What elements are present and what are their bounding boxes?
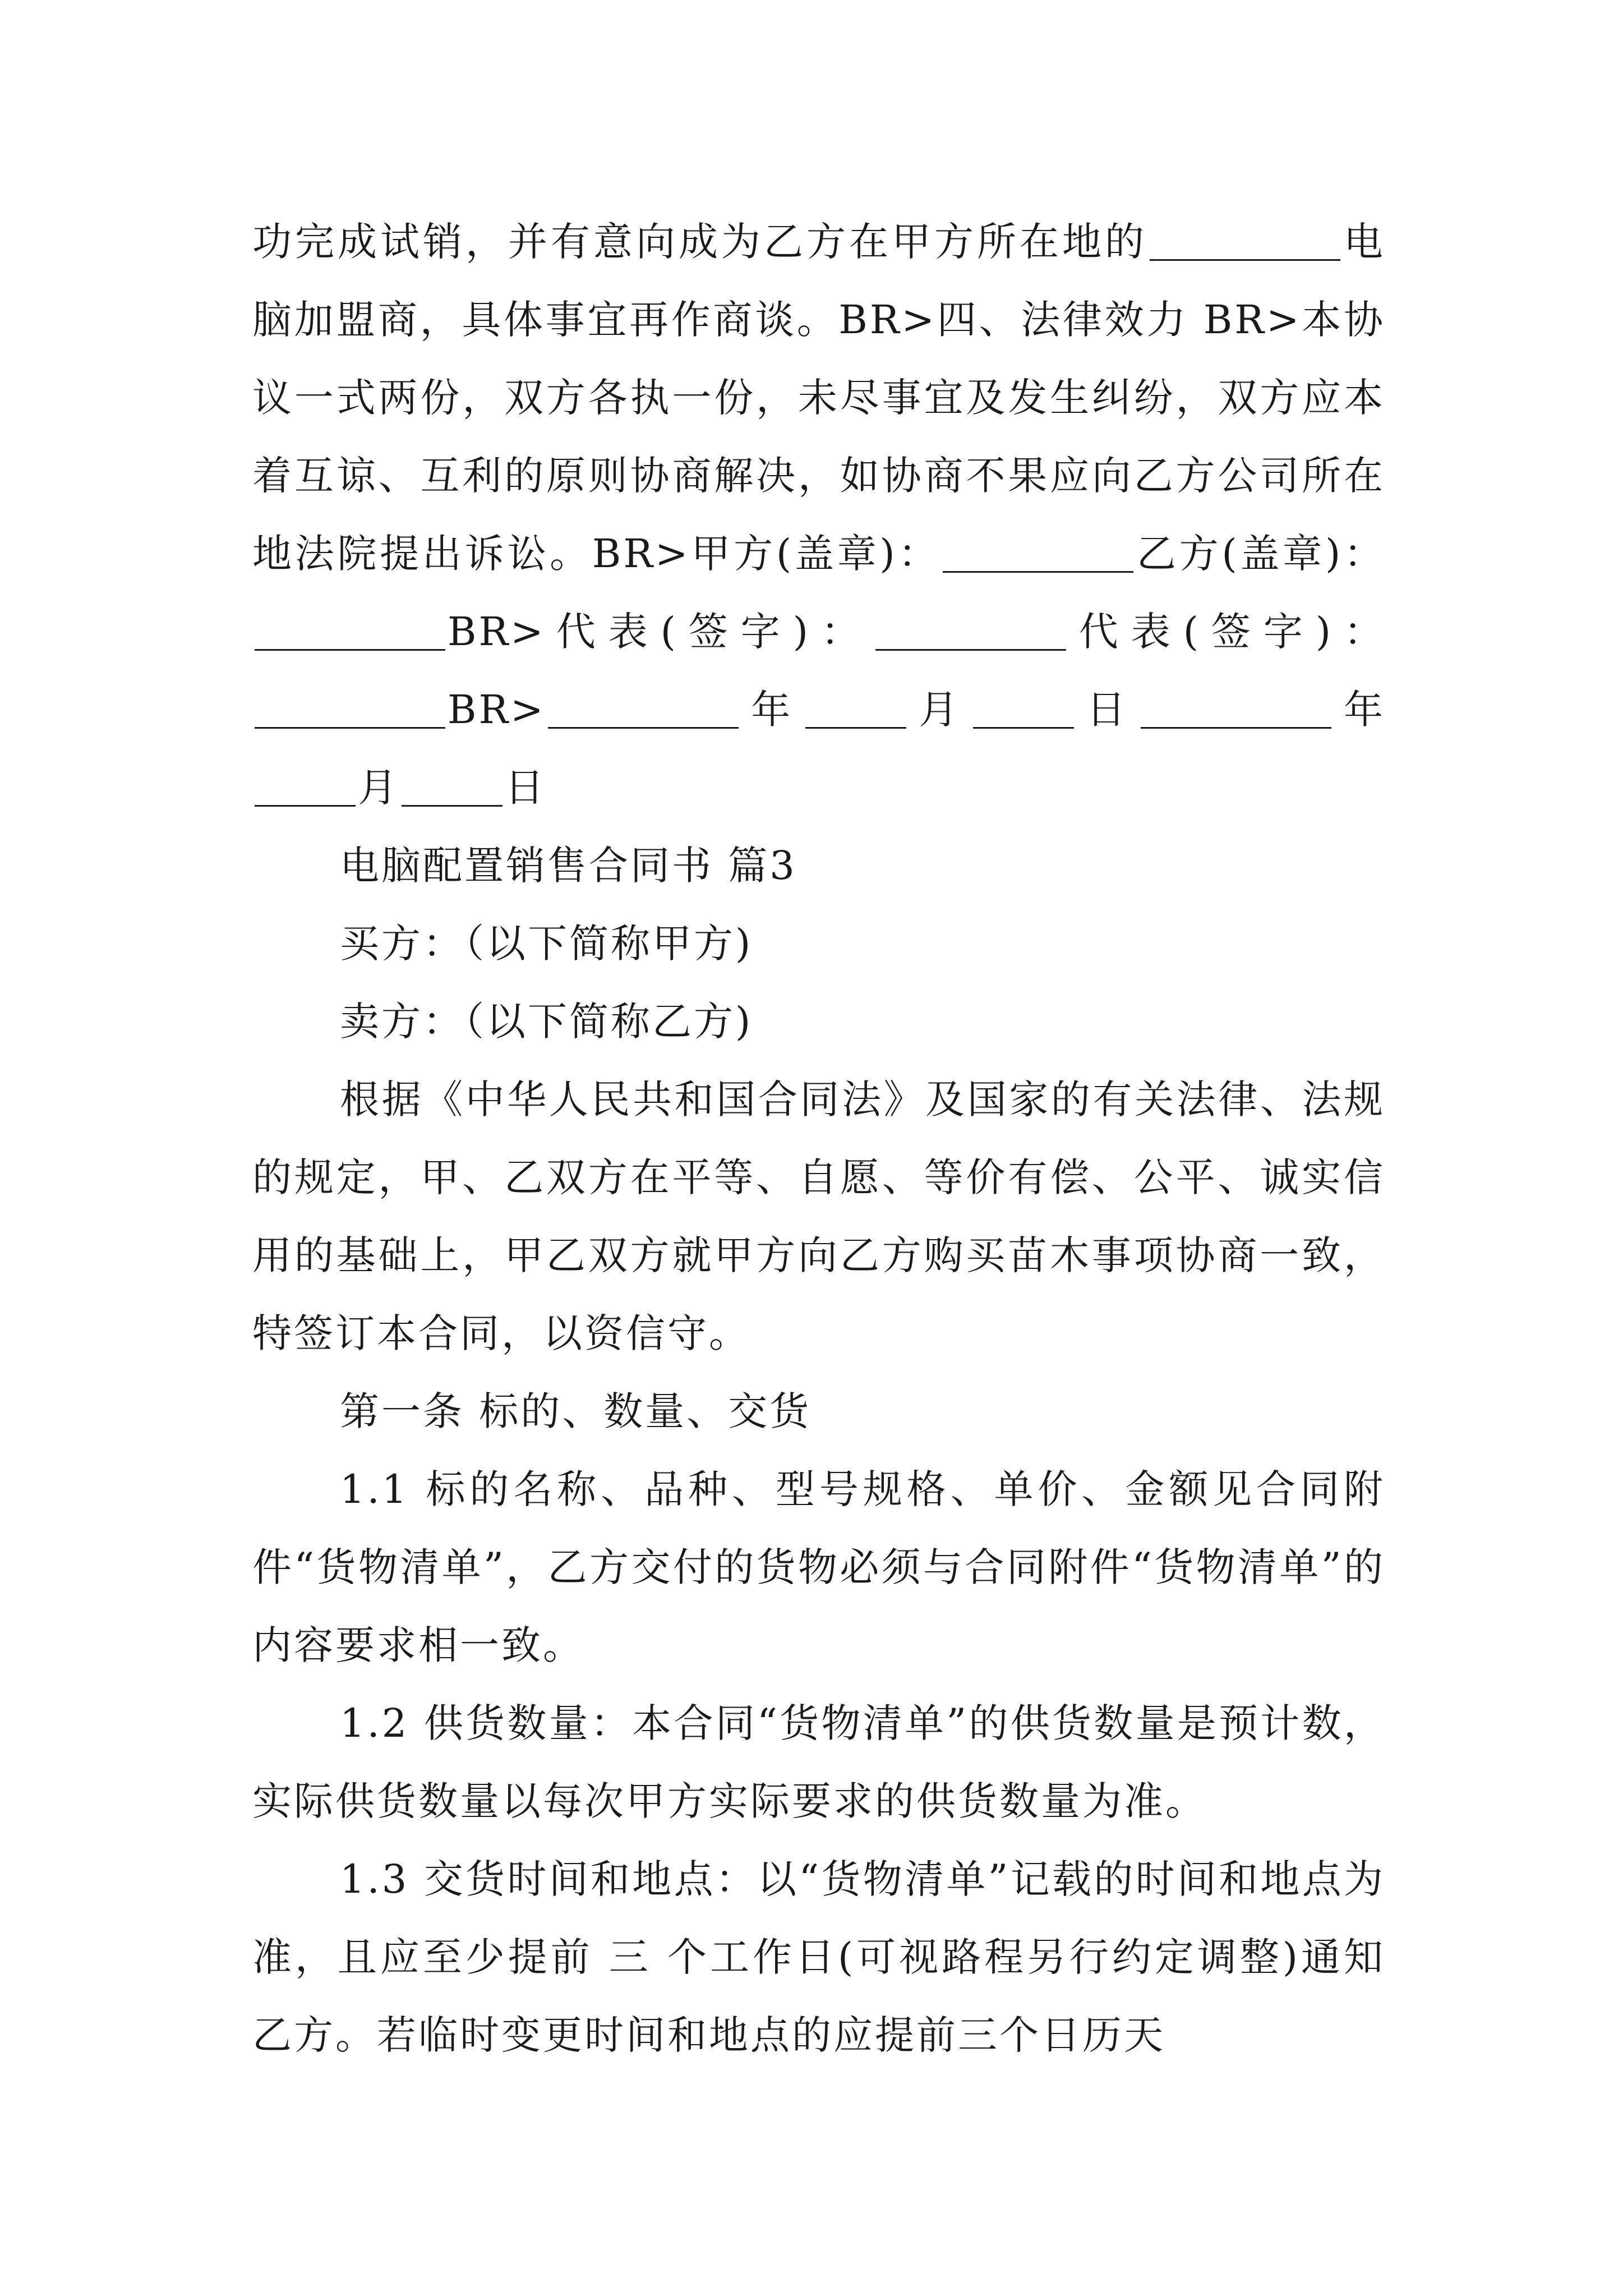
preamble-paragraph: 根据《中华人民共和国合同法》及国家的有关法律、法规的规定，甲、乙双方在平等、自愿、等价有偿、公平、诚实信用的基础上，甲乙双方就甲方向乙方购买苗木事项协商一致，特签订本合同，以资信守。 <box>252 1076 1385 1356</box>
blank-line <box>255 610 445 651</box>
blank-line <box>805 688 906 729</box>
year-label: 年 <box>740 687 803 733</box>
document-page <box>252 203 1385 2074</box>
day-label: 日 <box>1076 687 1138 733</box>
continuation-text-5: 代表(签字)： <box>1068 609 1385 655</box>
buyer-line: 买方：（以下简称甲方) <box>340 921 753 967</box>
continuation-text-4: BR>代表(签字)： <box>448 609 873 655</box>
blank-line <box>548 688 739 729</box>
seller-line: 卖方：（以下简称乙方) <box>340 999 753 1045</box>
day-label: 日 <box>505 765 546 811</box>
agreement-continuation-paragraph <box>252 203 1385 827</box>
blank-line <box>943 532 1133 573</box>
year-label: 年 <box>1333 687 1386 733</box>
continuation-text-2: 电脑加盟商，具体事宜再作商谈。BR>四、法律效力 BR>本协议一式两份，双方各执一份，未尽事宜及发生纠纷，双方应本着互谅、互利的原则协商解决，如协商不果应向乙方公司所在地法院提出诉讼。BR>甲方(盖章)： <box>252 219 1385 577</box>
clause-1-3: 1.3 交货时间和地点：以“货物清单”记载的时间和地点为准，且应至少提前 三 个工作日(可视路程另行约定调整)通知乙方。若临时变更时间和地点的应提前三个日历天 <box>252 1856 1385 2058</box>
continuation-text-6: BR> <box>448 687 546 733</box>
month-label: 月 <box>908 687 971 733</box>
blank-line <box>1150 220 1340 261</box>
clause-1-2: 1.2 供货数量：本合同“货物清单”的供货数量是预计数，实际供货数量以每次甲方实际要求的供货数量为准。 <box>252 1700 1385 1824</box>
blank-line <box>973 688 1074 729</box>
continuation-text-3: 乙方(盖章)： <box>1136 531 1385 577</box>
article-1-heading: 第一条 标的、数量、交货 <box>340 1388 811 1434</box>
blank-line <box>402 766 502 807</box>
blank-line <box>255 688 445 729</box>
month-label: 月 <box>358 765 399 811</box>
contract-title-3: 电脑配置销售合同书 篇3 <box>340 843 797 889</box>
blank-line <box>875 610 1066 651</box>
blank-line <box>255 766 356 807</box>
blank-line <box>1141 688 1331 729</box>
clause-1-1: 1.1 标的名称、品种、型号规格、单价、金额见合同附件“货物清单”，乙方交付的货物必须与合同附件“货物清单”的内容要求相一致。 <box>252 1466 1385 1668</box>
continuation-text-1: 功完成试销，并有意向成为乙方在甲方所在地的 <box>252 219 1147 265</box>
